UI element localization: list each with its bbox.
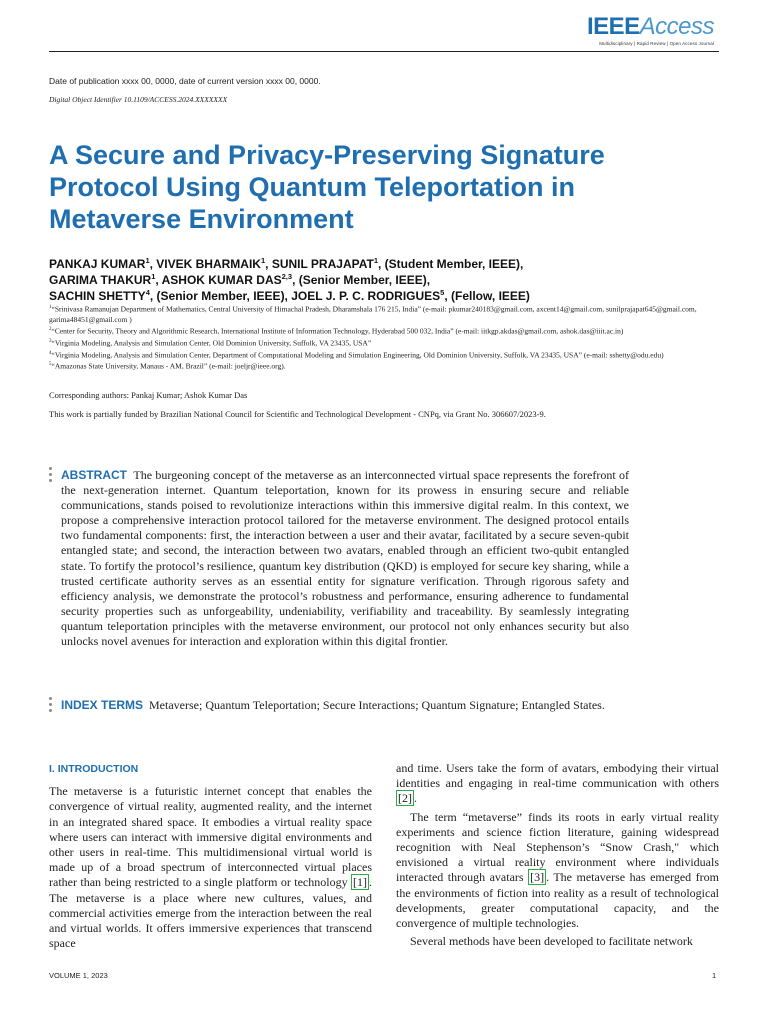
intro-paragraph-1 (49, 784, 372, 951)
paper-title: A Secure and Privacy-Preserving Signature Protocol Using Quantum Teleportation in Metaverse Environment (49, 140, 605, 234)
author-list (49, 256, 729, 304)
page-number: 1 (712, 971, 717, 980)
affiliation-text: “Amazonas State University, Manaus - AM, Brazil” (e-mail: joeljr@ieee.org). (51, 361, 286, 371)
corresponding-authors: Corresponding authors: Pankaj Kumar; Ashok Kumar Das (49, 390, 248, 400)
citation-link[interactable]: [2] (398, 791, 412, 806)
author-name: SUNIL PRAJAPAT (271, 257, 374, 271)
author-name: ASHOK KUMAR DAS (161, 273, 282, 287)
author-suffix: , (Student Member, IEEE), (378, 257, 524, 271)
logo-tagline: Multidisciplinary | Rapid Review | Open Access Journal (599, 41, 714, 46)
abstract-text: The burgeoning concept of the metaverse as an interconnected virtual space represents the forefront of the next-generation internet. Quantum teleportation, known for its prowess in ensuring secure and reliable communications, stands poised to revolutionize interactions within this immersive digital realm. In this context, we propose a comprehensive interaction protocol tailored for the metaverse environment. The designed protocol entails two fundamental components: first, the interaction between a user and their avatar, facilitated by a secure seven-qubit entangled state; and second, the interaction between two avatars, enabled through an efficient two-qubit entangled state. To fortify the protocol’s resilience, quantum key distribution (QKD) is employed for secure key sharing, while a trusted certificate authority serves as an essential entity for signature verification. Through rigorous safety and efficiency analysis, we demonstrate the protocol’s robustness and performance, ensuring adherence to fundamental security properties such as unforgeability, undeniability, verifiability and traceability. By seamlessly integrating quantum teleportation principles with the metaverse environment, our protocol not only enhances security but also unlocks novel avenues for interaction and exploration within this digital frontier. (61, 468, 629, 649)
index-terms (61, 698, 629, 713)
doi-line: Digital Object Identifier 10.1109/ACCESS.2024.XXXXXXX (49, 95, 228, 104)
affiliation-sup: 1 (49, 305, 52, 310)
author-name: GARIMA THAKUR (49, 273, 152, 287)
affiliation-sup: 5 (49, 362, 52, 368)
author-affil-sup: 4 (145, 288, 150, 297)
intro-paragraph-1-cont (396, 761, 719, 807)
affiliation-item (49, 360, 729, 372)
citation-link[interactable]: [1] (353, 875, 367, 890)
author-suffix: , (Senior Member, IEEE), (292, 273, 431, 287)
author-suffix: , (149, 257, 157, 271)
paragraph-text: . The metaverse has emerged from the environments of fiction into reality as a result of technological developments, greater computational capacity, and the convergence of multiple technologies. (396, 870, 719, 931)
publication-date: Date of publication xxxx 00, 0000, date of current version xxxx 00, 0000. (49, 76, 321, 86)
author-suffix: , (Fellow, IEEE) (444, 289, 530, 303)
left-column (49, 758, 372, 951)
intro-paragraph-3: Several methods have been developed to facilitate network (410, 934, 693, 949)
citation-link[interactable]: [3] (530, 870, 545, 885)
affiliation-text: “Virginia Modeling, Analysis and Simulation Center, Old Dominion University, Suffolk, VA 23435, USA” (51, 338, 372, 348)
footer-volume: VOLUME 1, 2023 (49, 971, 108, 980)
logo-wordmark (587, 14, 714, 40)
index-terms-label: INDEX TERMS (61, 698, 144, 712)
author-suffix: , (155, 273, 162, 287)
paragraph-text: and time. Users take the form of avatars, embodying their virtual identities and engaging in real-time communication with others (396, 761, 719, 791)
right-column (396, 761, 719, 949)
abstract-marker-icon (49, 467, 53, 485)
affiliation-sup: 2 (49, 327, 52, 333)
author-name: SACHIN SHETTY (49, 289, 146, 303)
logo-ieee-text: IEEE (586, 13, 640, 40)
affiliation-item (49, 337, 729, 349)
paragraph-text: The metaverse is a futuristic internet concept that enables the convergence of virtual reality, augmented reality, and the internet in an integrated shared space. It embodies a virtual reality space where users can interact with immersive digital environments and other users in real-time. This multidimensional virtual world is made up of a broad spectrum of interconnected virtual places rather than being restricted to a single platform or technology (49, 784, 372, 890)
intro-paragraph-2 (396, 810, 719, 932)
funding-note: This work is partially funded by Brazilian National Council for Scientific and Technological Development - CNPq, via Grant No. 306607/2023-9. (49, 409, 546, 419)
affiliation-text: “Center for Security, Theory and Algorithmic Research, International Institute of Information Technology, Hyderabad 500 032, India” (e-mail: iitkgp.akdas@gmail.com, ashok.das@iiit.ac.in) (51, 326, 624, 336)
abstract (61, 468, 629, 649)
paragraph-text: . (414, 791, 417, 806)
author-affil-sup: 1 (260, 256, 266, 265)
ieee-access-logo (587, 14, 714, 46)
author-affil-sup: 1 (145, 256, 150, 265)
header-rule (49, 51, 719, 52)
author-suffix: , (Senior Member, IEEE), (149, 289, 292, 303)
author-affil-sup: 1 (373, 256, 378, 265)
author-affil-sup: 5 (440, 288, 445, 297)
section-heading-introduction: I. INTRODUCTION (49, 763, 139, 775)
index-terms-text: Metaverse; Quantum Teleportation; Secure Interactions; Quantum Signature; Entangled States. (149, 698, 605, 712)
affiliation-sup: 4 (49, 350, 52, 356)
author-name: VIVEK BHARMAIK (156, 257, 261, 271)
author-suffix: , (265, 257, 272, 271)
affiliations (49, 303, 729, 372)
author-affil-sup: 1 (151, 272, 156, 281)
paragraph-text: . The metaverse is a place where new cultures, values, and commercial activities emerge from the interaction between the real and virtual worlds. It offers immersive experiences that transcend space (49, 875, 372, 951)
abstract-label: ABSTRACT (61, 468, 127, 482)
affiliation-item (49, 325, 729, 337)
logo-access-text: Access (639, 13, 714, 40)
author-name: PANKAJ KUMAR (49, 257, 146, 271)
index-terms-marker-icon (49, 697, 53, 715)
paragraph-text: The term “metaverse” finds its roots in early virtual reality experiments and science fiction literature, gaining widespread recognition with Neal Stephenson’s “Snow Crash," which envisioned a virtual reality environment where individuals interacted through avatars (396, 809, 719, 885)
affiliation-item (49, 303, 729, 325)
affiliation-sup: 3 (49, 338, 52, 344)
author-affil-sup: 2,3 (281, 272, 293, 281)
affiliation-text: “Srinivasa Ramanujan Department of Mathematics, Central University of Himachal Pradesh, Dharamshala 176 215, India” (e-mail: pkumar240183@gmail.com, axcent14@gmail.com, sunilprajapat645@gmail.com, garima48451@gmail.com ) (49, 304, 697, 324)
author-name: JOEL J. P. C. RODRIGUES (291, 289, 441, 303)
affiliation-text: “Virginia Modeling, Analysis and Simulation Center, Department of Computational Modeling and Simulation Engineering, Old Dominion University, Suffolk, VA 23435, USA” (e-mail: sshetty@odu.edu) (51, 350, 664, 360)
affiliation-item (49, 349, 729, 361)
